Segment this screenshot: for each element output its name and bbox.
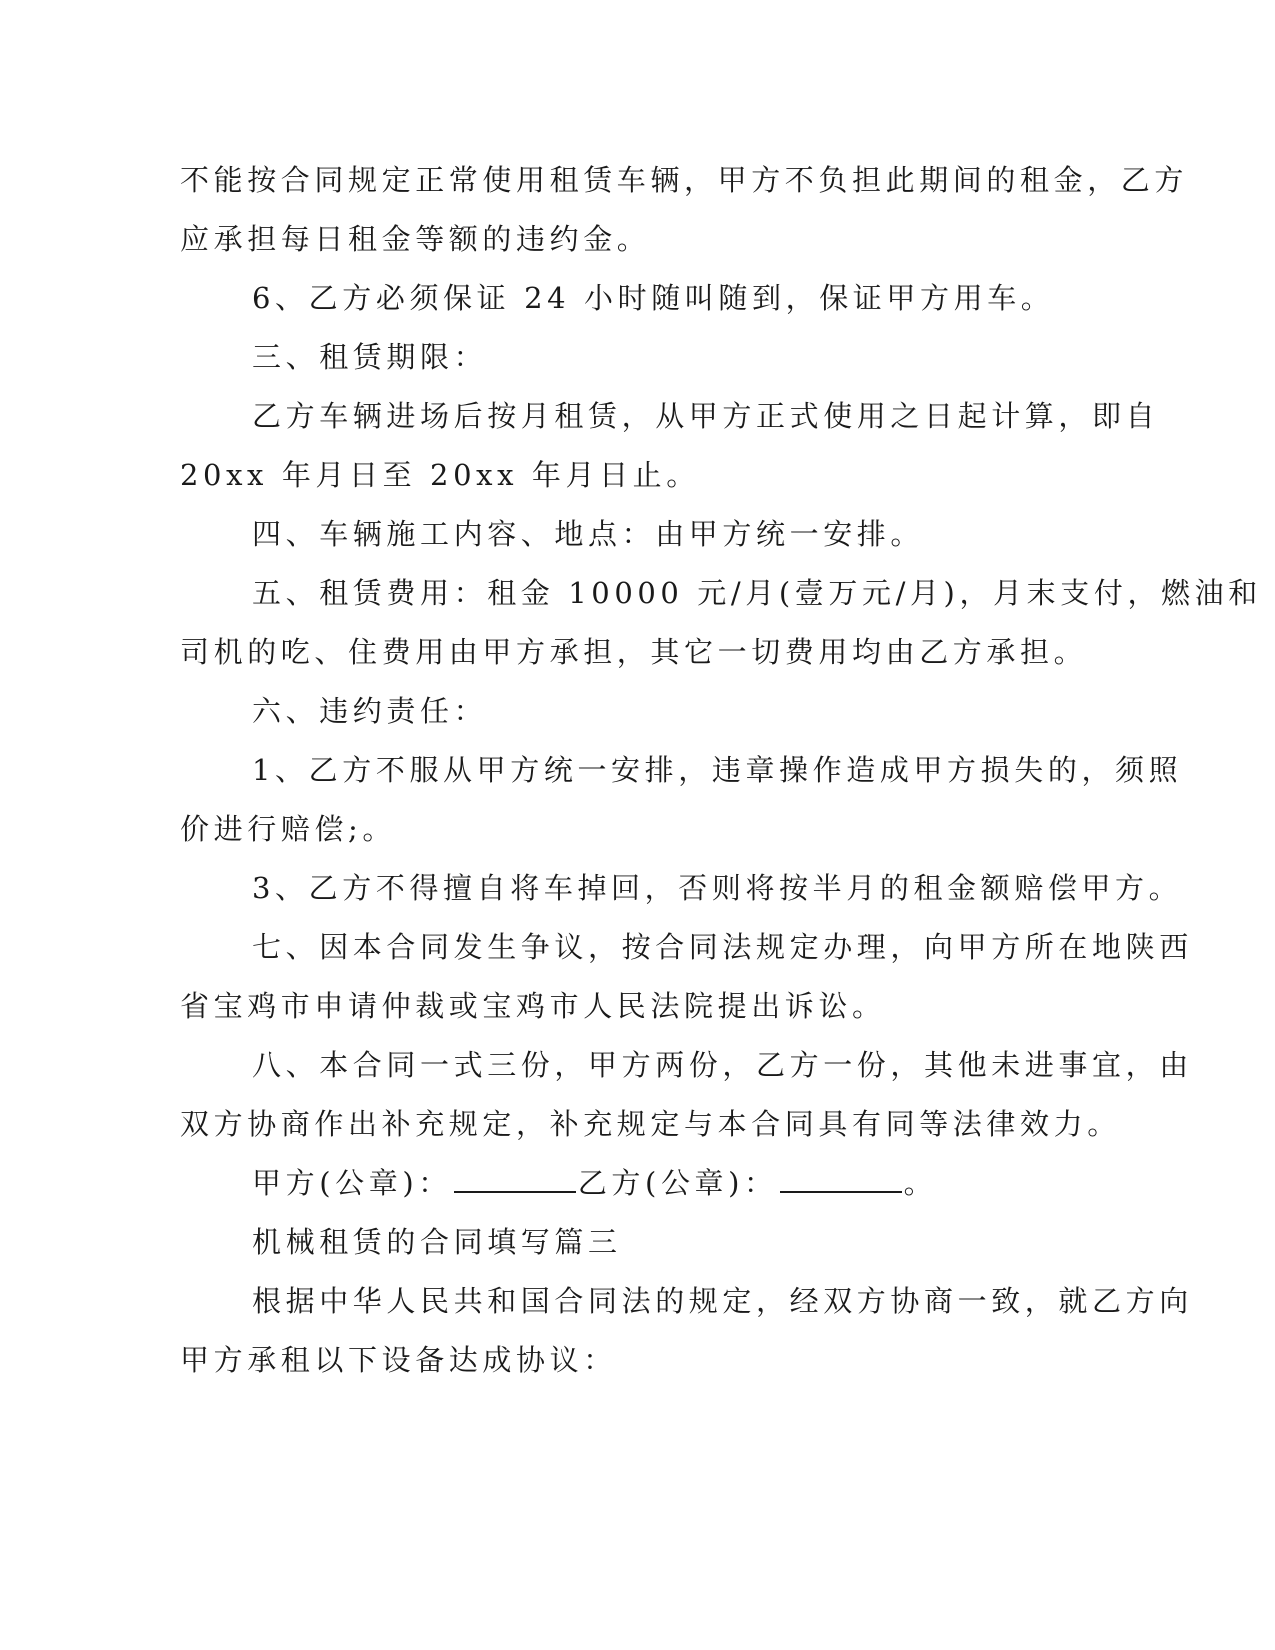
clause-1: 1、乙方不服从甲方统一安排，违章操作造成甲方损失的，须照 (252, 753, 1183, 787)
paragraph-line: 不能按合同规定正常使用租赁车辆，甲方不负担此期间的租金，乙方 (180, 163, 1189, 197)
paragraph-line: 乙方车辆进场后按月租赁，从甲方正式使用之日起计算，即自 (252, 399, 1160, 433)
section-heading-work-content: 四、车辆施工内容、地点：由甲方统一安排。 (252, 517, 925, 551)
section-heading-disputes: 七、因本合同发生争议，按合同法规定办理，向甲方所在地陕西 (252, 930, 1193, 964)
party-a-seal-blank[interactable] (454, 1163, 576, 1193)
party-b-seal-blank[interactable] (780, 1163, 902, 1193)
paragraph-line: 双方协商作出补充规定，补充规定与本合同具有同等法律效力。 (180, 1107, 1121, 1141)
clause-6: 6、乙方必须保证 24 小时随叫随到，保证甲方用车。 (252, 281, 1055, 315)
section-heading-liability: 六、违约责任： (252, 694, 488, 728)
paragraph-line: 甲方承租以下设备达成协议： (180, 1343, 617, 1377)
paragraph-line: 省宝鸡市申请仲裁或宝鸡市人民法院提出诉讼。 (180, 989, 886, 1023)
paragraph-line: 价进行赔偿;。 (180, 812, 396, 846)
section-heading-copies: 八、本合同一式三份，甲方两份，乙方一份，其他未进事宜，由 (252, 1048, 1193, 1082)
section-title: 机械租赁的合同填写篇三 (252, 1225, 622, 1259)
paragraph-line: 20xx 年月日至 20xx 年月日止。 (180, 458, 700, 492)
paragraph-line: 应承担每日租金等额的违约金。 (180, 222, 651, 256)
paragraph-line: 司机的吃、住费用由甲方承担，其它一切费用均由乙方承担。 (180, 635, 1088, 669)
end-mark: 。 (903, 1166, 938, 1200)
party-a-seal-label: 甲方(公章)： (252, 1166, 452, 1200)
section-heading-lease-term: 三、租赁期限： (252, 340, 488, 374)
paragraph-line: 五、租赁费用：租金 10000 元/月(壹万元/月)，月末支付，燃油和 (252, 576, 1262, 610)
paragraph-line: 根据中华人民共和国合同法的规定，经双方协商一致，就乙方向 (252, 1284, 1193, 1318)
signature-line (252, 1163, 1152, 1203)
party-b-seal-label: 乙方(公章)： (577, 1166, 778, 1200)
clause-3: 3、乙方不得擅自将车掉回，否则将按半月的租金额赔偿甲方。 (252, 871, 1183, 905)
